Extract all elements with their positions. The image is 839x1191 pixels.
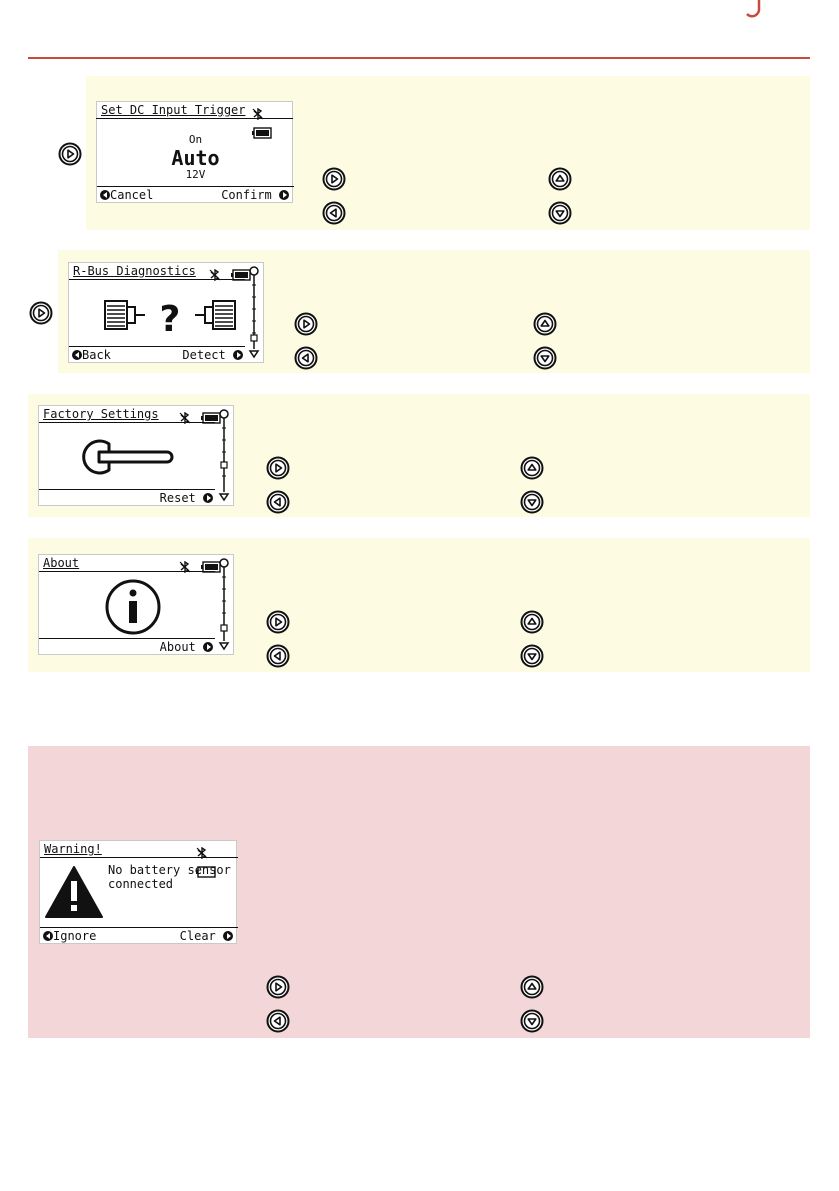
lcd-factory [38, 405, 234, 506]
right-key-icon [223, 931, 233, 941]
page-title: R-Bus Diagnostics [73, 264, 196, 278]
play-left-icon[interactable] [294, 346, 318, 370]
footer-left[interactable]: Cancel [100, 188, 153, 202]
right-key-icon [203, 493, 213, 503]
play-right-icon[interactable] [266, 610, 290, 634]
option-on: On [188, 133, 203, 146]
page-title: About [43, 556, 80, 570]
arrow-up-icon[interactable] [520, 456, 544, 480]
left-key-icon [72, 350, 82, 360]
arrow-up-icon[interactable] [520, 975, 544, 999]
page-corner-mark [745, 0, 761, 18]
option-selected: Auto [171, 146, 220, 170]
play-left-icon[interactable] [322, 201, 346, 225]
footer-right[interactable]: About [160, 640, 213, 654]
lcd-rbus [68, 262, 264, 363]
play-right-icon[interactable] [294, 312, 318, 336]
play-left-icon[interactable] [266, 1009, 290, 1033]
arrow-down-icon[interactable] [520, 490, 544, 514]
scrollbar-icon [217, 557, 231, 653]
status-icons [209, 264, 251, 283]
lcd-about [38, 554, 234, 655]
warning-triangle-icon [44, 865, 104, 919]
header-rule [28, 57, 810, 59]
left-key-icon [43, 931, 53, 941]
play-left-icon[interactable] [266, 490, 290, 514]
left-key-icon [100, 190, 110, 200]
footer-right[interactable]: Reset [160, 491, 213, 505]
footer-right[interactable]: Confirm [221, 188, 289, 202]
page-title: Set DC Input Trigger [101, 103, 246, 117]
lcd-warning [39, 840, 237, 944]
arrow-up-icon[interactable] [520, 610, 544, 634]
footer-left[interactable]: Back [72, 348, 111, 362]
warning-message-line1: No battery sensor [108, 863, 231, 877]
right-key-icon [279, 190, 289, 200]
footer-right[interactable]: Detect [182, 348, 243, 362]
arrow-down-icon[interactable] [520, 1009, 544, 1033]
arrow-up-icon[interactable] [533, 312, 557, 336]
status-icons [179, 556, 221, 575]
right-key-icon [233, 350, 243, 360]
rj-connector-icon [99, 291, 249, 341]
play-left-icon[interactable] [266, 644, 290, 668]
play-right-icon[interactable] [266, 975, 290, 999]
lcd-dc-trigger [96, 101, 293, 203]
footer-left[interactable]: Ignore [43, 929, 96, 943]
page-title: Warning! [44, 842, 102, 856]
scrollbar-icon [217, 408, 231, 504]
right-key-icon [203, 642, 213, 652]
arrow-up-icon[interactable] [548, 167, 572, 191]
arrow-down-icon[interactable] [520, 644, 544, 668]
play-right-icon[interactable] [29, 301, 53, 325]
option-voltage: 12V [185, 168, 206, 181]
warning-message-line2: connected [108, 877, 174, 891]
scrollbar-icon [247, 265, 261, 361]
wrench-icon [79, 432, 179, 482]
play-right-icon[interactable] [58, 142, 82, 166]
arrow-down-icon[interactable] [548, 201, 572, 225]
svg-text:?: ? [159, 299, 181, 340]
arrow-down-icon[interactable] [533, 346, 557, 370]
page-title: Factory Settings [43, 407, 159, 421]
info-icon [103, 577, 163, 637]
status-icons [179, 407, 221, 426]
footer-right[interactable]: Clear [180, 929, 233, 943]
play-right-icon[interactable] [322, 167, 346, 191]
play-right-icon[interactable] [266, 456, 290, 480]
